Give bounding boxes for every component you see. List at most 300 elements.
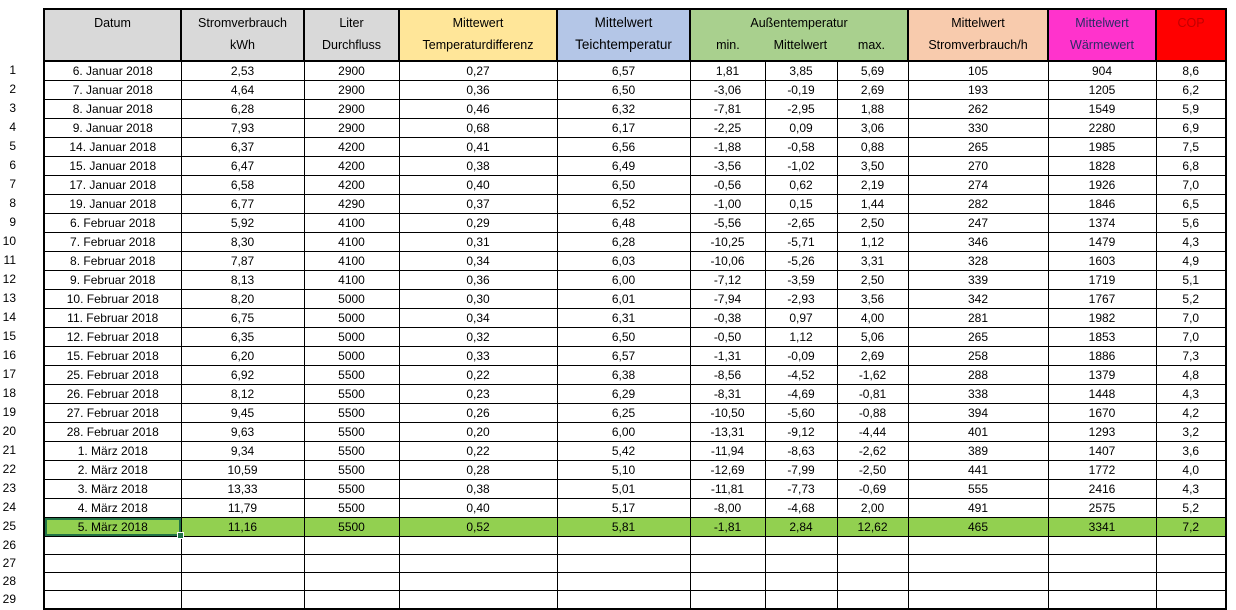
cell[interactable]: -3,56 [690,157,765,176]
cell[interactable]: 4,64 [181,81,304,100]
cell[interactable] [181,537,304,555]
cell[interactable] [765,591,837,609]
cell[interactable]: 0,28 [399,461,557,480]
row-number[interactable]: 6 [9,158,16,172]
cell[interactable]: 2,50 [837,271,908,290]
cell[interactable]: 1,88 [837,100,908,119]
cell[interactable]: 6,38 [557,366,690,385]
cell[interactable] [1048,537,1156,555]
cell[interactable] [44,591,181,609]
cell[interactable]: 0,88 [837,138,908,157]
cell[interactable]: 1767 [1048,290,1156,309]
cell[interactable]: 5000 [304,290,399,309]
cell[interactable]: 281 [908,309,1048,328]
cell[interactable]: 7,0 [1156,176,1226,195]
cell[interactable]: 5,92 [181,214,304,233]
cell[interactable]: 6,17 [557,119,690,138]
header-liter-durchfluss[interactable]: Liter Durchfluss [304,9,399,61]
row-number[interactable]: 18 [2,386,16,400]
cell[interactable]: 3,06 [837,119,908,138]
cell[interactable]: 2900 [304,61,399,81]
cell[interactable]: 4200 [304,157,399,176]
cell[interactable]: 4,00 [837,309,908,328]
cell[interactable]: 5,17 [557,499,690,518]
cell[interactable]: 2,84 [765,518,837,537]
cell[interactable]: 2900 [304,100,399,119]
cell[interactable] [765,573,837,591]
cell[interactable] [837,555,908,573]
cell[interactable]: 8,6 [1156,61,1226,81]
cell[interactable]: 3,56 [837,290,908,309]
cell[interactable] [557,591,690,609]
cell[interactable]: 1719 [1048,271,1156,290]
cell[interactable]: 5500 [304,518,399,537]
row-number[interactable]: 28 [2,574,16,588]
cell[interactable]: 0,40 [399,499,557,518]
cell[interactable]: 0,15 [765,195,837,214]
cell[interactable]: 11. Februar 2018 [44,309,181,328]
cell[interactable]: 2280 [1048,119,1156,138]
cell[interactable]: 5500 [304,366,399,385]
cell[interactable]: 247 [908,214,1048,233]
cell[interactable]: 0,52 [399,518,557,537]
cell[interactable]: 7,87 [181,252,304,271]
cell[interactable]: -1,88 [690,138,765,157]
row-number[interactable]: 12 [2,272,16,286]
cell[interactable]: 6,01 [557,290,690,309]
row-number[interactable]: 2 [9,82,16,96]
cell[interactable] [690,537,765,555]
cell[interactable]: 3341 [1048,518,1156,537]
cell[interactable]: 4100 [304,214,399,233]
cell[interactable] [557,555,690,573]
row-number[interactable]: 17 [2,367,16,381]
cell[interactable]: 6,29 [557,385,690,404]
cell[interactable]: 15. Januar 2018 [44,157,181,176]
cell[interactable]: 3. März 2018 [44,480,181,499]
cell[interactable]: -5,26 [765,252,837,271]
cell[interactable]: 6,48 [557,214,690,233]
cell[interactable]: 3,6 [1156,442,1226,461]
cell[interactable]: 1846 [1048,195,1156,214]
cell[interactable]: -12,69 [690,461,765,480]
cell[interactable]: 6,50 [557,176,690,195]
cell[interactable]: 0,36 [399,271,557,290]
cell[interactable]: 288 [908,366,1048,385]
header-stromverbrauch-kwh[interactable]: Stromverbrauch kWh [181,9,304,61]
cell[interactable]: -10,25 [690,233,765,252]
cell[interactable]: 27. Februar 2018 [44,404,181,423]
row-number[interactable]: 13 [2,291,16,305]
cell[interactable]: 0,34 [399,309,557,328]
cell[interactable]: -10,06 [690,252,765,271]
cell[interactable] [304,573,399,591]
cell[interactable]: -4,44 [837,423,908,442]
cell[interactable]: 0,46 [399,100,557,119]
cell[interactable]: 1985 [1048,138,1156,157]
header-mittelwert-waermewert[interactable]: Mittelwert Wärmewert [1048,9,1156,61]
cell[interactable]: 491 [908,499,1048,518]
cell[interactable]: 28. Februar 2018 [44,423,181,442]
cell[interactable]: 4,3 [1156,480,1226,499]
cell[interactable] [1156,573,1226,591]
header-aussentemperatur[interactable]: Außentemperatur min. Mittelwert max. [690,9,908,61]
row-number[interactable]: 7 [9,177,16,191]
cell[interactable]: 6,31 [557,309,690,328]
cell[interactable]: 7,3 [1156,347,1226,366]
cell[interactable]: 8. Februar 2018 [44,252,181,271]
cell[interactable]: 401 [908,423,1048,442]
cell[interactable]: 0,09 [765,119,837,138]
cell[interactable]: -0,58 [765,138,837,157]
cell[interactable]: 3,50 [837,157,908,176]
cell[interactable]: 9. Januar 2018 [44,119,181,138]
cell[interactable]: 1. März 2018 [44,442,181,461]
row-number[interactable]: 26 [2,538,16,552]
cell[interactable]: 0,26 [399,404,557,423]
cell[interactable]: -2,62 [837,442,908,461]
cell[interactable]: 4100 [304,252,399,271]
cell[interactable]: 270 [908,157,1048,176]
cell[interactable] [557,537,690,555]
cell[interactable]: -0,50 [690,328,765,347]
cell[interactable]: 105 [908,61,1048,81]
cell[interactable]: 6,57 [557,347,690,366]
cell[interactable]: 9,63 [181,423,304,442]
cell[interactable]: 2575 [1048,499,1156,518]
cell[interactable]: -1,31 [690,347,765,366]
cell[interactable] [304,591,399,609]
cell[interactable]: 5,42 [557,442,690,461]
cell[interactable] [1156,555,1226,573]
cell[interactable]: 6,5 [1156,195,1226,214]
cell[interactable] [837,537,908,555]
header-mittelwert-stromverbrauch-h[interactable]: Mittelwert Stromverbrauch/h [908,9,1048,61]
cell[interactable]: 7,0 [1156,309,1226,328]
cell[interactable]: 4200 [304,138,399,157]
cell[interactable]: 5,10 [557,461,690,480]
cell[interactable]: 6,57 [557,61,690,81]
cell[interactable]: 339 [908,271,1048,290]
cell[interactable]: 0,37 [399,195,557,214]
cell[interactable]: -10,50 [690,404,765,423]
cell[interactable]: -7,81 [690,100,765,119]
cell[interactable]: 2,50 [837,214,908,233]
header-cop[interactable] [1156,9,1226,61]
row-number[interactable]: 16 [2,348,16,362]
cell[interactable]: -7,99 [765,461,837,480]
row-number[interactable]: 8 [9,196,16,210]
cell[interactable] [44,537,181,555]
cell[interactable]: 4,0 [1156,461,1226,480]
cell[interactable] [1048,555,1156,573]
cell[interactable] [690,555,765,573]
cell[interactable] [837,591,908,609]
cell[interactable]: 5000 [304,347,399,366]
cell[interactable]: 1828 [1048,157,1156,176]
cell[interactable]: 14. Januar 2018 [44,138,181,157]
cell[interactable]: 0,68 [399,119,557,138]
cell[interactable]: 1,12 [765,328,837,347]
cell[interactable]: 6,00 [557,271,690,290]
cell[interactable]: 0,23 [399,385,557,404]
cell[interactable] [1156,537,1226,555]
cell[interactable]: 6,9 [1156,119,1226,138]
cell[interactable] [908,573,1048,591]
cell[interactable]: 6. Februar 2018 [44,214,181,233]
cell[interactable] [690,573,765,591]
cell[interactable]: 5,9 [1156,100,1226,119]
cell[interactable]: 6,75 [181,309,304,328]
cell[interactable]: 2,69 [837,347,908,366]
cell[interactable]: 0,22 [399,442,557,461]
cell[interactable]: 904 [1048,61,1156,81]
cell[interactable]: -11,94 [690,442,765,461]
cell[interactable]: -4,69 [765,385,837,404]
cell[interactable]: 13,33 [181,480,304,499]
cell[interactable] [765,555,837,573]
row-number[interactable]: 5 [9,139,16,153]
cell[interactable]: 6,28 [181,100,304,119]
cell[interactable]: 262 [908,100,1048,119]
cell[interactable]: 5500 [304,404,399,423]
cell[interactable]: 2900 [304,81,399,100]
cell[interactable]: 5,1 [1156,271,1226,290]
cell[interactable]: 1549 [1048,100,1156,119]
cell[interactable]: -1,02 [765,157,837,176]
cell[interactable]: 0,40 [399,176,557,195]
cell[interactable]: 5500 [304,480,399,499]
cell[interactable] [1156,591,1226,609]
cell[interactable]: -8,00 [690,499,765,518]
cell[interactable]: 6,35 [181,328,304,347]
cell[interactable]: 1670 [1048,404,1156,423]
cell[interactable]: 2900 [304,119,399,138]
cell[interactable]: 6,77 [181,195,304,214]
cell[interactable]: 346 [908,233,1048,252]
cell[interactable]: -1,62 [837,366,908,385]
row-number[interactable]: 10 [2,234,16,248]
cell[interactable]: -2,50 [837,461,908,480]
cell[interactable]: 6,03 [557,252,690,271]
cell[interactable]: 0,29 [399,214,557,233]
cell[interactable]: 1379 [1048,366,1156,385]
cell[interactable]: -0,88 [837,404,908,423]
cell[interactable]: 274 [908,176,1048,195]
cell[interactable]: 15. Februar 2018 [44,347,181,366]
cell[interactable]: 6,56 [557,138,690,157]
cell[interactable]: -0,56 [690,176,765,195]
cell[interactable]: 328 [908,252,1048,271]
cell[interactable]: 5,6 [1156,214,1226,233]
row-number[interactable]: 3 [9,101,16,115]
cell[interactable]: 465 [908,518,1048,537]
row-number[interactable]: 20 [2,424,16,438]
cell[interactable] [837,573,908,591]
cell[interactable]: 2. März 2018 [44,461,181,480]
cell[interactable]: 5500 [304,385,399,404]
cell[interactable] [44,555,181,573]
cell[interactable]: 6,92 [181,366,304,385]
cell[interactable]: -2,93 [765,290,837,309]
cell[interactable]: 555 [908,480,1048,499]
cell[interactable]: 6,50 [557,81,690,100]
cell[interactable]: 5500 [304,423,399,442]
cell[interactable]: -3,06 [690,81,765,100]
cell[interactable]: 4200 [304,176,399,195]
cell[interactable]: -13,31 [690,423,765,442]
cell[interactable]: -2,25 [690,119,765,138]
cell[interactable]: 26. Februar 2018 [44,385,181,404]
cell[interactable]: 6,28 [557,233,690,252]
cell[interactable]: 9,34 [181,442,304,461]
cell[interactable]: 1853 [1048,328,1156,347]
row-number[interactable]: 23 [2,481,16,495]
cell[interactable]: 0,27 [399,61,557,81]
cell[interactable]: 4100 [304,233,399,252]
cell[interactable]: -7,73 [765,480,837,499]
cell[interactable]: -9,12 [765,423,837,442]
cell[interactable] [181,573,304,591]
cell[interactable]: 1374 [1048,214,1156,233]
cell[interactable]: 1479 [1048,233,1156,252]
cell[interactable] [181,591,304,609]
cell[interactable]: 6,50 [557,328,690,347]
cell[interactable] [908,591,1048,609]
row-number[interactable]: 14 [2,310,16,324]
cell[interactable]: 330 [908,119,1048,138]
cell[interactable]: 441 [908,461,1048,480]
cell[interactable]: 1205 [1048,81,1156,100]
cell[interactable]: -4,68 [765,499,837,518]
cell[interactable]: 5000 [304,309,399,328]
cell[interactable]: 6,20 [181,347,304,366]
cell[interactable]: 1,12 [837,233,908,252]
cell[interactable]: 4,2 [1156,404,1226,423]
cell[interactable] [908,537,1048,555]
cell[interactable]: 3,2 [1156,423,1226,442]
cell[interactable]: 2,69 [837,81,908,100]
cell[interactable]: -0,38 [690,309,765,328]
cell[interactable]: 1407 [1048,442,1156,461]
cell[interactable]: 0,38 [399,157,557,176]
cell[interactable]: 4290 [304,195,399,214]
row-number[interactable]: 1 [9,63,16,77]
cell[interactable]: 9,45 [181,404,304,423]
cell[interactable]: 8,30 [181,233,304,252]
cell[interactable]: 5,2 [1156,290,1226,309]
row-number[interactable]: 29 [2,592,16,606]
cell[interactable]: -1,81 [690,518,765,537]
cell[interactable]: 4,3 [1156,385,1226,404]
cell[interactable]: 7,0 [1156,328,1226,347]
cell[interactable]: 282 [908,195,1048,214]
cell[interactable]: 12. Februar 2018 [44,328,181,347]
cell[interactable] [399,573,557,591]
cell[interactable]: 12,62 [837,518,908,537]
cell[interactable]: 4. März 2018 [44,499,181,518]
cell[interactable]: 19. Januar 2018 [44,195,181,214]
row-number[interactable]: 4 [9,120,16,134]
header-mittelwert-teichtemperatur[interactable]: Mittelwert Teichtemperatur [557,9,690,61]
row-number[interactable]: 22 [2,462,16,476]
cell[interactable]: -3,59 [765,271,837,290]
cell[interactable]: 5000 [304,328,399,347]
cell[interactable]: 6,37 [181,138,304,157]
row-number[interactable]: 19 [2,405,16,419]
cell[interactable]: 0,32 [399,328,557,347]
cell[interactable]: 8,13 [181,271,304,290]
cell[interactable]: 11,79 [181,499,304,518]
cell[interactable]: 6,25 [557,404,690,423]
row-number[interactable]: 24 [2,500,16,514]
cell[interactable]: -11,81 [690,480,765,499]
cell[interactable]: 5500 [304,461,399,480]
cell[interactable]: -0,09 [765,347,837,366]
cell[interactable]: 0,30 [399,290,557,309]
cell[interactable]: -0,19 [765,81,837,100]
cell[interactable]: 0,33 [399,347,557,366]
cell[interactable]: -8,63 [765,442,837,461]
cell[interactable]: 7,93 [181,119,304,138]
cell[interactable]: 6,52 [557,195,690,214]
cell[interactable]: 7. Januar 2018 [44,81,181,100]
cell[interactable]: 6,58 [181,176,304,195]
cell[interactable]: 2416 [1048,480,1156,499]
cell[interactable]: -8,31 [690,385,765,404]
row-number[interactable]: 25 [2,519,16,533]
cell[interactable]: 5,01 [557,480,690,499]
cell[interactable]: 4100 [304,271,399,290]
row-number[interactable]: 11 [3,253,16,267]
cell[interactable]: 0,97 [765,309,837,328]
row-number[interactable]: 9 [9,215,16,229]
cell[interactable]: 10. Februar 2018 [44,290,181,309]
cell[interactable]: 5,81 [557,518,690,537]
cell[interactable]: 0,62 [765,176,837,195]
cell[interactable]: 258 [908,347,1048,366]
cell[interactable] [1048,591,1156,609]
cell[interactable] [399,591,557,609]
cell[interactable]: 394 [908,404,1048,423]
cell[interactable]: 6,00 [557,423,690,442]
cell[interactable]: 0,38 [399,480,557,499]
cell[interactable]: 4,8 [1156,366,1226,385]
cell[interactable]: 3,31 [837,252,908,271]
cell[interactable]: 3,85 [765,61,837,81]
row-number[interactable]: 15 [2,329,16,343]
cell[interactable]: -8,56 [690,366,765,385]
row-number[interactable]: 21 [2,443,16,457]
cell[interactable]: 17. Januar 2018 [44,176,181,195]
cell[interactable]: 11,16 [181,518,304,537]
cell[interactable]: 9. Februar 2018 [44,271,181,290]
cell[interactable]: 1,81 [690,61,765,81]
cell[interactable]: 2,00 [837,499,908,518]
cell[interactable]: 7,2 [1156,518,1226,537]
cell[interactable]: 0,36 [399,81,557,100]
cell[interactable]: 265 [908,328,1048,347]
cell[interactable] [690,591,765,609]
cell[interactable]: -0,69 [837,480,908,499]
cell[interactable]: 0,34 [399,252,557,271]
cell[interactable]: 10,59 [181,461,304,480]
cell[interactable]: 0,22 [399,366,557,385]
cell[interactable]: 6,2 [1156,81,1226,100]
cell[interactable]: 1886 [1048,347,1156,366]
cell[interactable]: 0,20 [399,423,557,442]
cell[interactable] [304,537,399,555]
